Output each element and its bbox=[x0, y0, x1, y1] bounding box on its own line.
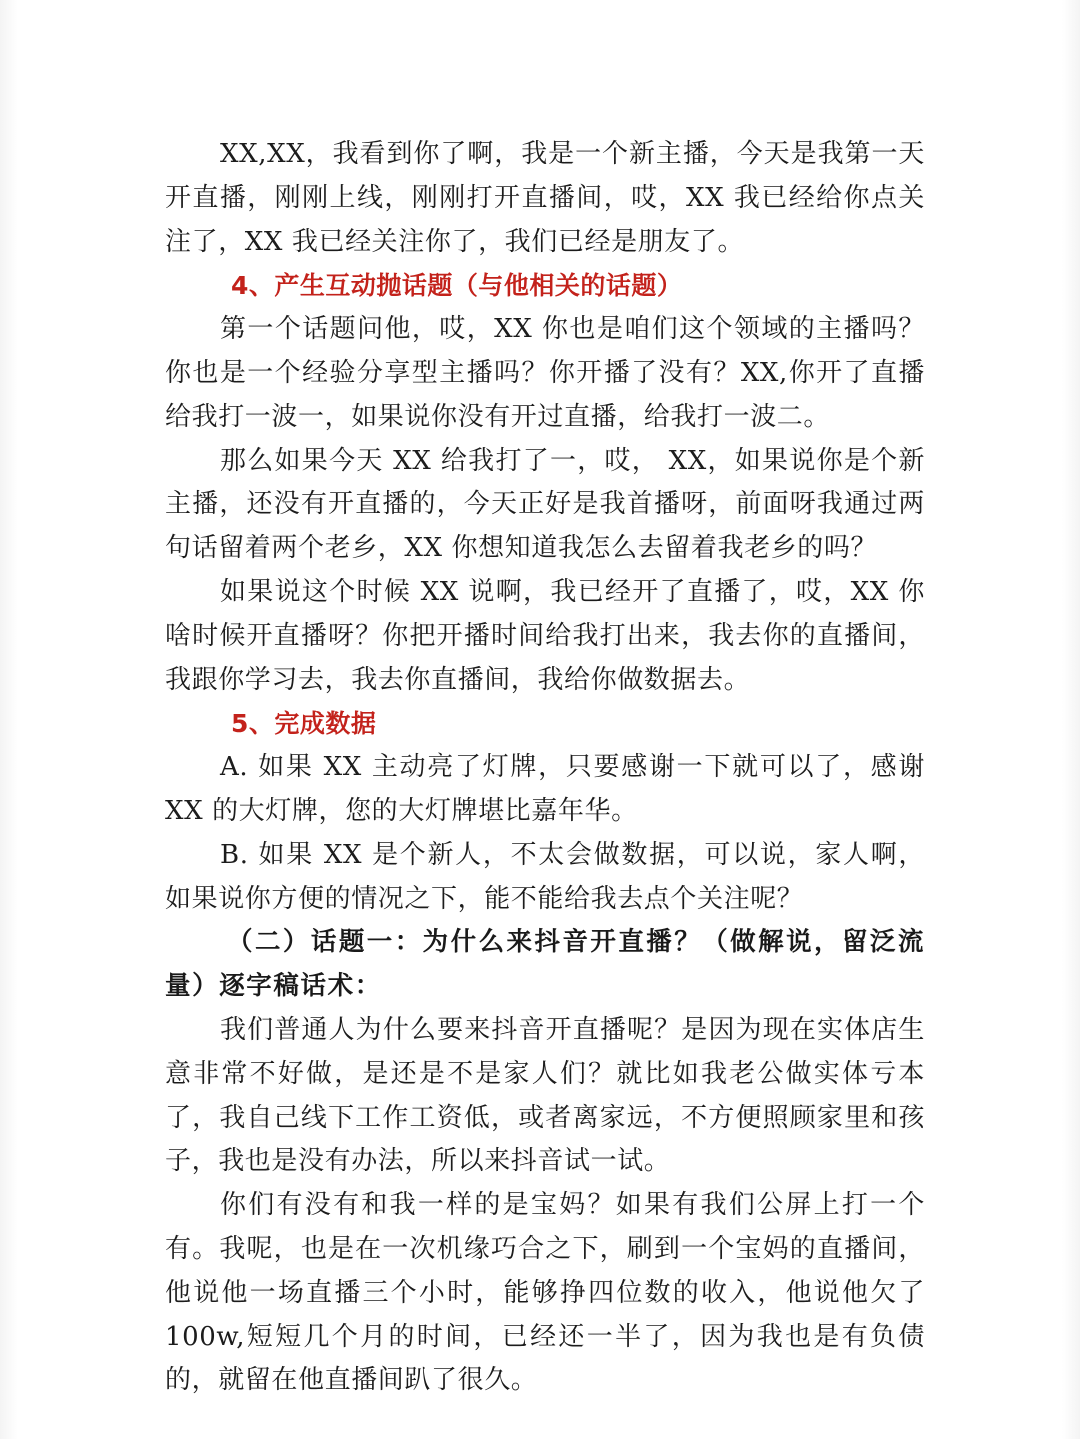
paragraph-greeting: XX,XX，我看到你了啊，我是一个新主播，今天是我第一天开直播，刚刚上线，刚刚打开直播间，哎，XX 我已经给你点关注了，XX 我已经关注你了，我们已经是朋友了。 bbox=[165, 139, 925, 257]
document-body bbox=[165, 133, 925, 1403]
paragraph-option-b: B. 如果 XX 是个新人，不太会做数据，可以说，家人啊，如果说你方便的情况之下，能不能给我去点个关注呢？ bbox=[165, 839, 925, 914]
paragraph-new-streamer-reply: 那么如果今天 XX 给我打了一，哎， XX，如果说你是个新主播，还没有开直播的，今天正好是我首播呀，前面呀我通过两句话留着两个老乡，XX 你想知道我怎么去留着我老乡的吗？ bbox=[165, 445, 925, 564]
paragraph-existing-streamer-reply: 如果说这个时候 XX 说啊，我已经开了直播了，哎，XX 你啥时候开直播呀？你把开播时间给我打出来，我去你的直播间，我跟你学习去，我去你直播间，我给你做数据去。 bbox=[165, 576, 925, 695]
section-heading-interaction-topics: 4、产生互动抛话题（与他相关的话题） bbox=[231, 271, 683, 301]
paragraph-mom-story: 你们有没有和我一样的是宝妈？如果有我们公屏上打一个有。我呢，也是在一次机缘巧合之下，刷到一个宝妈的直播间，他说他一场直播三个小时，能够挣四位数的收入，他说他欠了100w,短短几个月的时间，已经还一半了，因为我也是有负债的，就留在他直播间趴了很久。 bbox=[165, 1190, 925, 1396]
section-heading-topic-one: （二）话题一：为什么来抖音开直播？（做解说，留泛流量）逐字稿话术： bbox=[165, 927, 925, 1002]
paragraph-option-a: A. 如果 XX 主动亮了灯牌，只要感谢一下就可以了，感谢 XX 的大灯牌，您的大灯牌堪比嘉年华。 bbox=[165, 752, 925, 826]
paragraph-why-livestream: 我们普通人为什么要来抖音开直播呢？是因为现在实体店生意非常不好做，是还是不是家人们？就比如我老公做实体亏本了，我自己线下工作工资低，或者离家远，不方便照顾家里和孩子，我也是没有办法，所以来抖音试一试。 bbox=[165, 1014, 925, 1177]
paragraph-first-topic: 第一个话题问他，哎，XX 你也是咱们这个领域的主播吗？你也是一个经验分享型主播吗？你开播了没有？XX,你开了直播给我打一波一，如果说你没有开过直播，给我打一波二。 bbox=[165, 314, 925, 432]
section-heading-complete-data: 5、完成数据 bbox=[231, 709, 377, 739]
